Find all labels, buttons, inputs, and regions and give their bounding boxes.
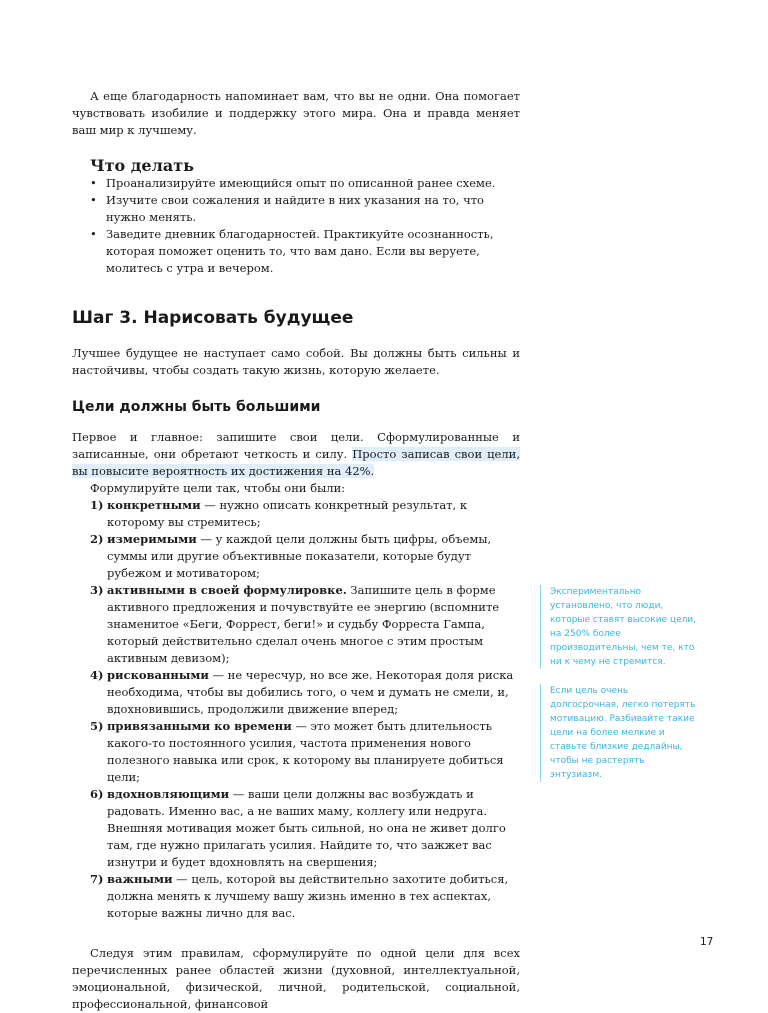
criteria-term: конкретными: [107, 498, 201, 512]
criteria-item: [90, 497, 520, 531]
criteria-term: рискованными: [107, 668, 209, 682]
todo-block: [72, 156, 520, 277]
highlighted-text: Просто записав свои цели, вы повысите вероятность их достижения на 42%.: [72, 447, 520, 478]
criteria-text: Запишите цель в форме активного предложения и почувствуйте ее энергию (вспомните знаменитое «Беги, Форрест, беги!» и судьбу Форреста Гампа, который действительно сделал очень многое с этим простым активным девизом);: [107, 583, 500, 665]
criteria-list: [72, 497, 520, 922]
item-number: 1): [90, 498, 104, 512]
item-number: 6): [90, 787, 104, 801]
todo-list: [90, 175, 520, 277]
todo-title: Что делать: [90, 156, 195, 175]
criteria-item: [90, 871, 520, 922]
criteria-item: [90, 667, 520, 718]
criteria-term: активными в своей формулировке.: [107, 583, 347, 597]
criteria-text: — ваши цели должны вас возбуждать и радовать. Именно вас, а не ваших маму, коллегу или недруга. Внешняя мотивация может быть сильной, но она не живет долго там, где нужно прилагать усилия. Найдите то, что зажжет вас изнутри и будет вдохновлять на свершения;: [107, 787, 506, 869]
todo-item: • Заведите дневник благодарностей. Практикуйте осознанность, которая поможет оценить то, что вам дано. Если вы веруете, молитесь с утра и вечером.: [90, 226, 520, 277]
formulate-line: Формулируйте цели так, чтобы они были:: [90, 481, 346, 495]
main-column: [72, 88, 520, 1013]
todo-item: • Проанализируйте имеющийся опыт по описанной ранее схеме.: [90, 175, 520, 192]
criteria-text: — цель, которой вы действительно захотите добиться, должна менять к лучшему вашу жизнь именно в тех аспектах, которые важны лично для вас.: [107, 872, 509, 920]
item-number: 3): [90, 583, 104, 597]
criteria-text: — нужно описать конкретный результат, к которому вы стремитесь;: [107, 498, 468, 529]
todo-item: • Изучите свои сожаления и найдите в них указания на то, что нужно менять.: [90, 192, 520, 226]
sidebar-note-2: Если цель очень долгосрочная, легко потерять мотивацию. Разбивайте такие цели на более мелкие и ставьте близкие дедлайны, чтобы не растерять энтузиазм.: [540, 684, 698, 782]
item-number: 5): [90, 719, 104, 733]
goals-intro-text: Первое и главное: запишите свои цели. Сформулированные и записанные, они обретают четкость и силу.: [72, 430, 520, 461]
step-intro: Лучшее будущее не наступает само собой. Вы должны быть сильны и настойчивы, чтобы создать такую жизнь, которую желаете.: [72, 346, 520, 377]
intro-paragraph: А еще благодарность напоминает вам, что вы не одни. Она помогает чувствовать изобилие и поддержку этого мира. Она и правда меняет ваш мир к лучшему.: [72, 89, 520, 137]
criteria-item: [90, 531, 520, 582]
criteria-term: измеримыми: [107, 532, 197, 546]
sidebar-note-1: Экспериментально установлено, что люди, которые ставят высокие цели, на 250% более производительны, чем те, кто ни к чему не стремится.: [540, 585, 698, 669]
criteria-text: — это может быть длительность какого-то постоянного усилия, частота применения нового полезного навыка или срок, к которому вы планируете добиться цели;: [107, 719, 504, 784]
goals-intro: [72, 429, 520, 480]
page-number: 17: [700, 936, 714, 948]
criteria-item: [90, 786, 520, 871]
item-number: 4): [90, 668, 104, 682]
criteria-text: — не чересчур, но все же. Некоторая доля риска необходима, чтобы вы добились того, о чем и думать не смели, и, вдохновившись, продолжили движение вперед;: [107, 668, 514, 716]
criteria-item: [90, 718, 520, 786]
section-subheading: Цели должны быть большими: [72, 399, 321, 415]
criteria-term: привязанными ко времени: [107, 719, 292, 733]
criteria-text: — у каждой цели должны быть цифры, объемы, суммы или другие объективные показатели, которые будут рубежом и мотиватором;: [107, 532, 492, 580]
item-number: 2): [90, 532, 104, 546]
criteria-term: вдохновляющими: [107, 787, 230, 801]
criteria-item: [90, 582, 520, 667]
closing-paragraph: Следуя этим правилам, сформулируйте по одной цели для всех перечисленных ранее областей жизни (духовной, интеллектуальной, эмоциональной, физической, личной, родительской, социальной, профессиональной, финансовой: [72, 946, 520, 1011]
criteria-term: важными: [107, 872, 173, 886]
item-number: 7): [90, 872, 104, 886]
step-heading: Шаг 3. Нарисовать будущее: [72, 308, 354, 328]
